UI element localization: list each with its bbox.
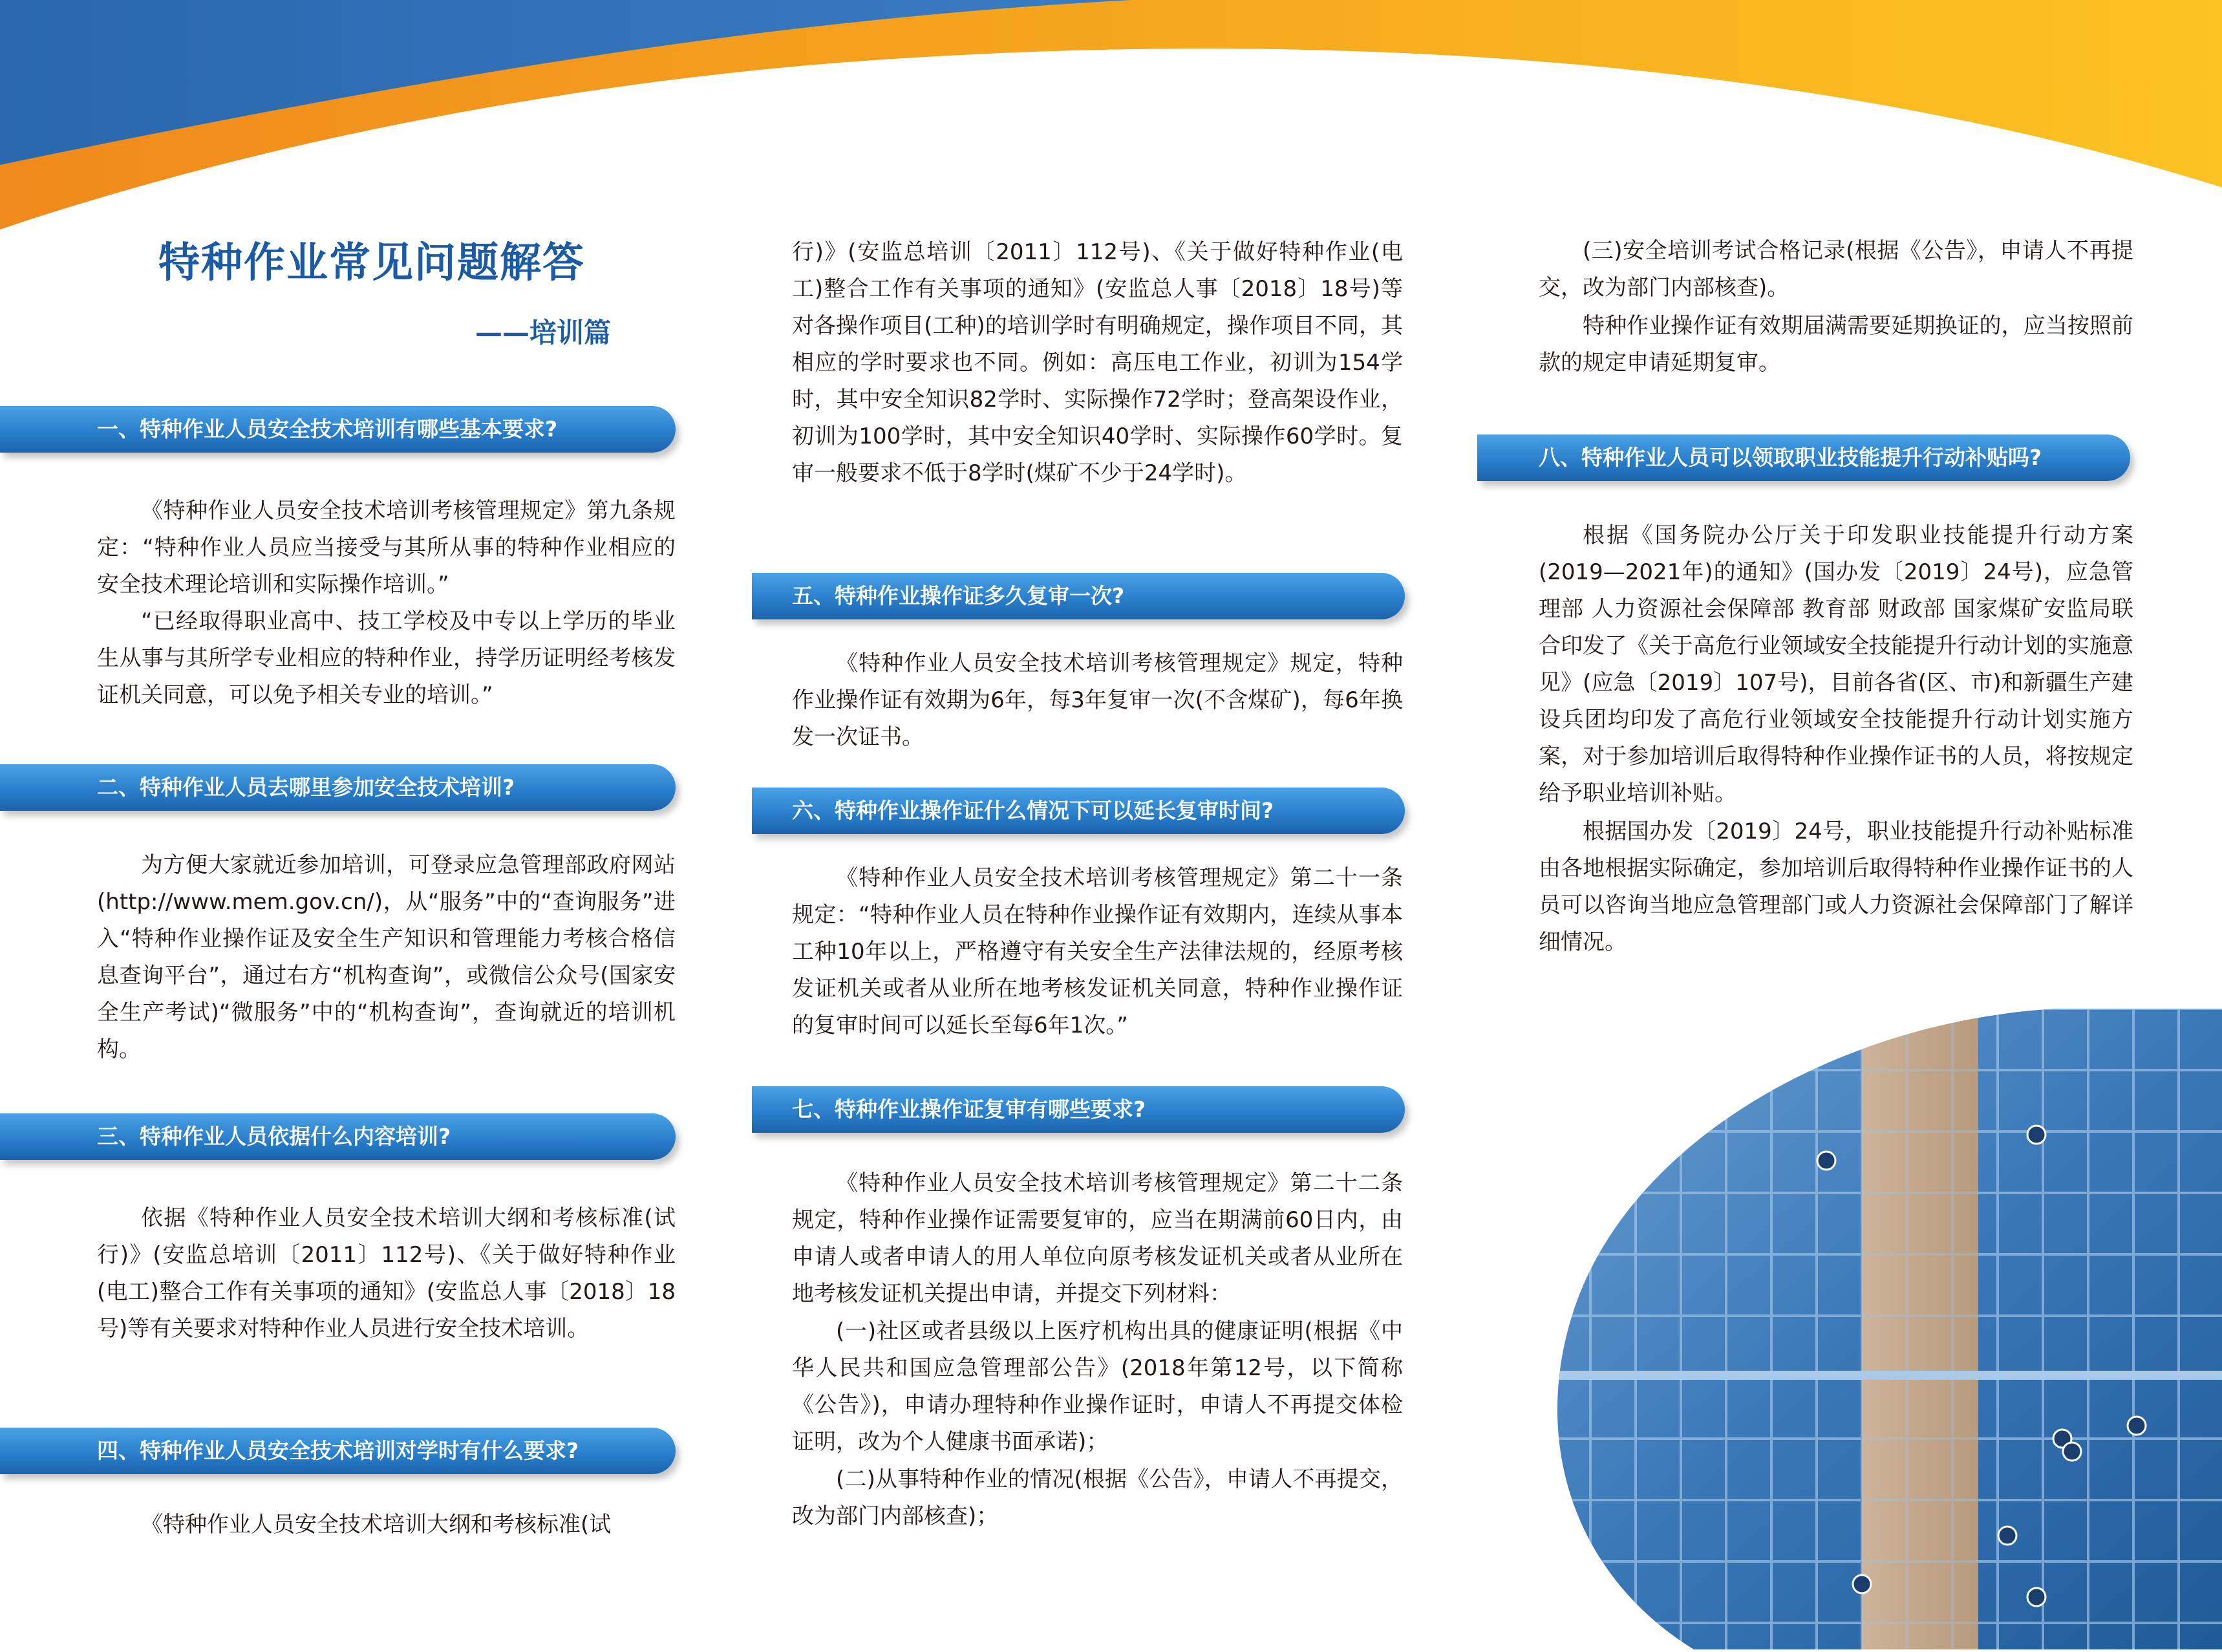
section-3-heading: 三、特种作业人员依据什么内容培训? — [0, 1113, 676, 1160]
section-7-para-4: (三)安全培训考试合格记录(根据《公告》，申请人不再提交，改为部门内部核查)。 — [1539, 238, 2133, 301]
section-8-para-1: 根据《国务院办公厅关于印发职业技能提升行动方案(2019—2021年)的通知》(国办发〔2019〕24号)，应急管理部 人力资源社会保障部 教育部 财政部 国家煤矿安监局联合印发了《关于高危行业领域安全技能提升行动计划的实施意见》(应急〔2019〕107号)，目前各省(区、市)和新疆生产建设兵团均印发了高危行业领域安全技能提升行动计划实施方案，对于参加培训后取得特种作业操作证书的人员，将按规定给予职业培训补贴。 — [1539, 522, 2133, 806]
page-title: 特种作业常见问题解答 — [158, 239, 585, 287]
section-2-para-1: 为方便大家就近参加培训，可登录应急管理部政府网站(http://www.mem.gov.cn/)，从“服务”中的“查询服务”进入“特种作业操作证及安全生产知识和管理能力考核合格信息查询平台”，通过右方“机构查询”，或微信公众号(国家安全生产考试)“微服务”中的“机构查询”，查询就近的培训机构。 — [97, 852, 676, 1062]
top-banner — [0, 0, 2222, 246]
section-7-heading: 七、特种作业操作证复审有哪些要求? — [752, 1086, 1405, 1133]
section-3-para-1: 依据《特种作业人员安全技术培训大纲和考核标准(试行)》(安监总培训〔2011〕112号)、《关于做好特种作业(电工)整合工作有关事项的通知》(安监总人事〔2018〕18号)等有关要求对特种作业人员进行安全技术培训。 — [97, 1205, 676, 1342]
section-6-para-1: 《特种作业人员安全技术培训考核管理规定》第二十一条规定：“特种作业人员在特种作业操作证有效期内，连续从事本工种10年以上，严格遵守有关安全生产法律法规的，经原考核发证机关或者从业所在地考核发证机关同意，特种作业操作证的复审时间可以延长至每6年1次。” — [792, 865, 1403, 1038]
section-2-heading: 二、特种作业人员去哪里参加安全技术培训? — [0, 764, 676, 811]
section-8-para-2: 根据国办发〔2019〕24号，职业技能提升行动补贴标准由各地根据实际确定，参加培训后取得特种作业操作证书的人员可以咨询当地应急管理部门或人力资源社会保障部门了解详细情况。 — [1539, 819, 2133, 955]
section-7-para-1: 《特种作业人员安全技术培训考核管理规定》第二十二条规定，特种作业操作证需要复审的，应当在期满前60日内，由申请人或者申请人的用人单位向原考核发证机关或者从业所在地考核发证机关提出申请，并提交下列材料： — [792, 1170, 1403, 1307]
section-5-heading: 五、特种作业操作证多久复审一次? — [752, 573, 1405, 619]
section-7-para-5: 特种作业操作证有效期届满需要延期换证的，应当按照前款的规定申请延期复审。 — [1539, 313, 2133, 376]
section-6-heading: 六、特种作业操作证什么情况下可以延长复审时间? — [752, 788, 1405, 834]
page-subtitle: ——培训篇 — [475, 317, 612, 349]
section-1-para-2: “已经取得职业高中、技工学校及中专以上学历的毕业生从事与其所学专业相应的特种作业，持学历证明经考核发证机关同意，可以免予相关专业的培训。” — [97, 608, 676, 708]
section-4-heading: 四、特种作业人员安全技术培训对学时有什么要求? — [0, 1428, 676, 1474]
photo-window-cleaners — [1500, 1009, 2222, 1649]
section-1-heading: 一、特种作业人员安全技术培训有哪些基本要求? — [0, 406, 676, 453]
section-7-para-2: (一)社区或者县级以上医疗机构出具的健康证明(根据《中华人民共和国应急管理部公告》(2018年第12号，以下简称《公告》)，申请办理特种作业操作证时，申请人不再提交体检证明，改为个人健康书面承诺)； — [792, 1318, 1403, 1455]
section-5-para-1: 《特种作业人员安全技术培训考核管理规定》规定，特种作业操作证有效期为6年，每3年复审一次(不含煤矿)，每6年换发一次证书。 — [792, 650, 1403, 750]
section-1-para-1: 《特种作业人员安全技术培训考核管理规定》第九条规定：“特种作业人员应当接受与其所从事的特种作业相应的安全技术理论培训和实际操作培训。” — [97, 498, 676, 597]
section-4-para-1: 《特种作业人员安全技术培训大纲和考核标准(试 — [141, 1512, 612, 1538]
section-4-para-2: 行)》(安监总培训〔2011〕112号)、《关于做好特种作业(电工)整合工作有关事项的通知》(安监总人事〔2018〕18号)等对各操作项目(工种)的培训学时有明确规定，操作项目不同，其相应的学时要求也不同。例如：高压电工作业，初训为154学时，其中安全知识82学时、实际操作72学时；登高架设作业，初训为100学时，其中安全知识40学时、实际操作60学时。复审一般要求不低于8学时(煤矿不少于24学时)。 — [792, 239, 1403, 486]
section-8-heading: 八、特种作业人员可以领取职业技能提升行动补贴吗? — [1477, 434, 2130, 481]
section-7-para-3: (二)从事特种作业的情况(根据《公告》，申请人不再提交，改为部门内部核查)； — [792, 1466, 1403, 1529]
